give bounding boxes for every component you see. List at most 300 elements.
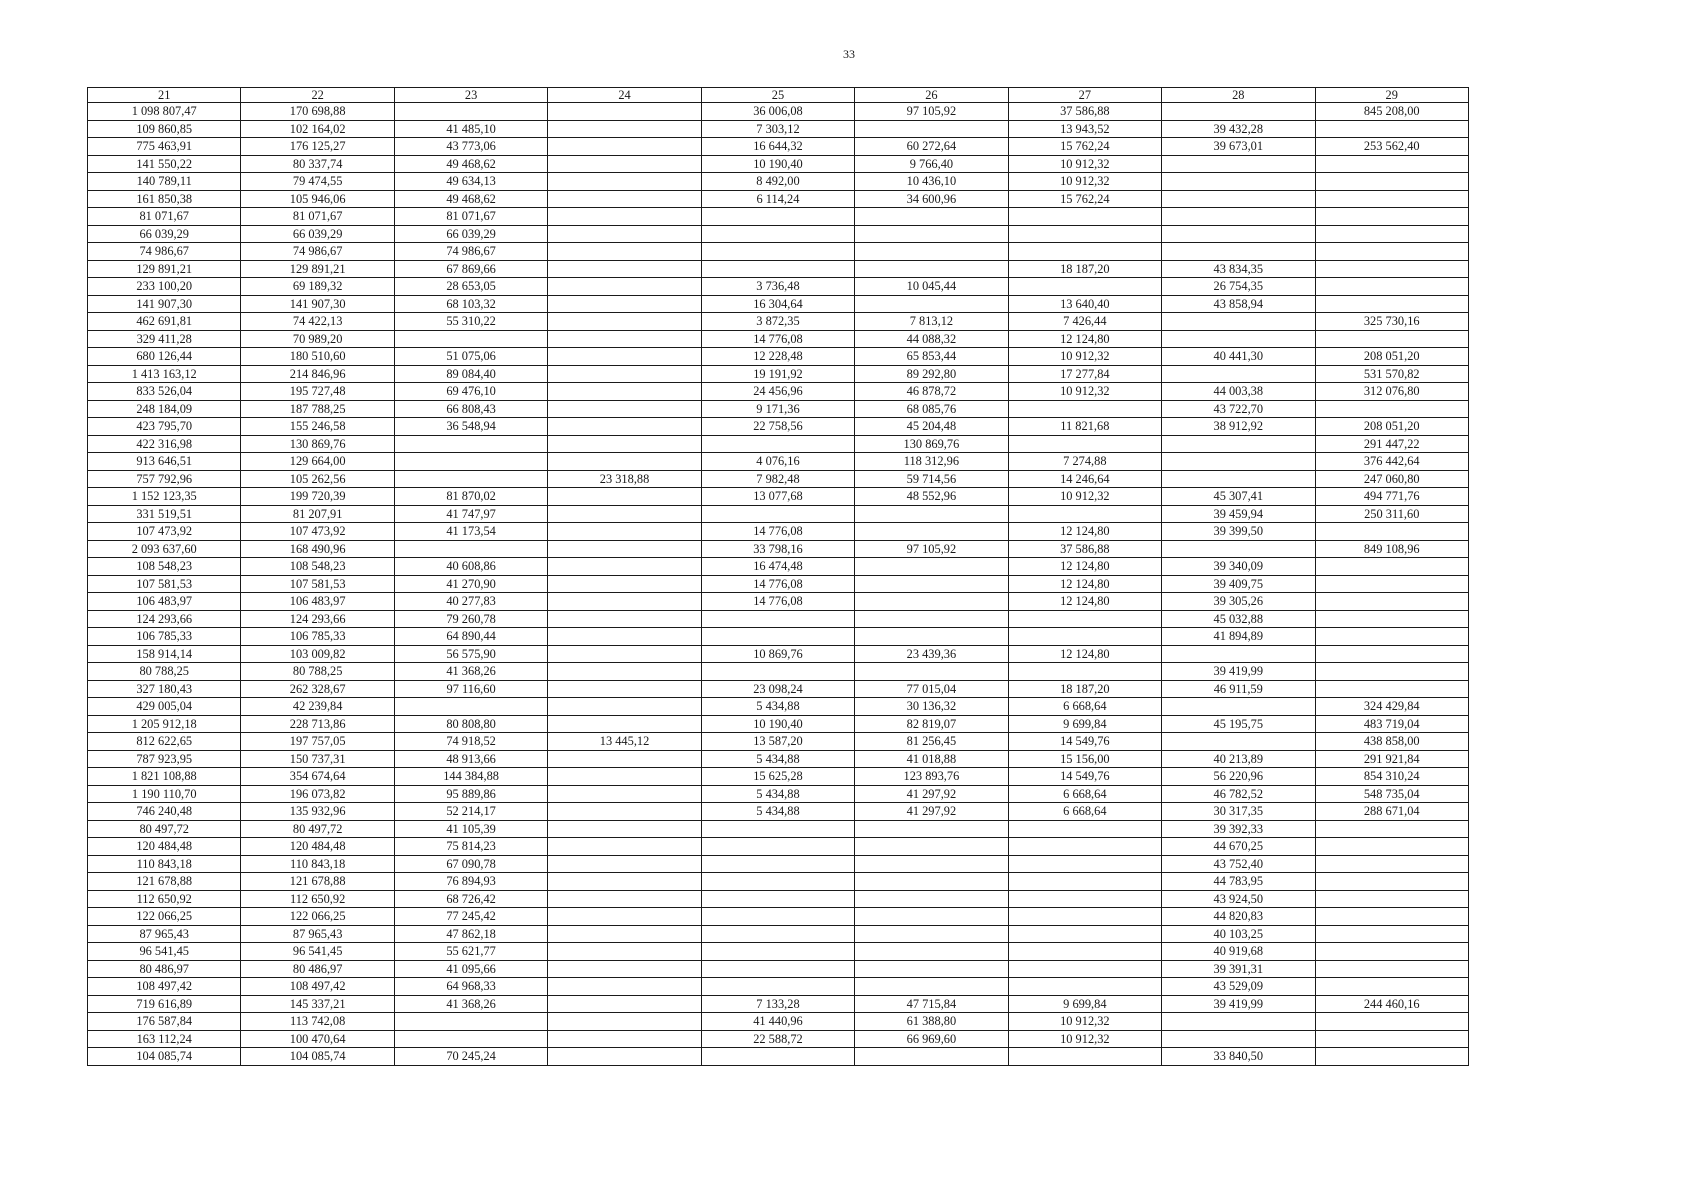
- table-cell: [548, 278, 701, 296]
- table-cell: [548, 873, 701, 891]
- table-cell: 10 912,32: [1008, 1013, 1161, 1031]
- table-cell: 17 277,84: [1008, 365, 1161, 383]
- column-header: 29: [1315, 88, 1469, 103]
- table-cell: [548, 995, 701, 1013]
- table-cell: 8 492,00: [701, 173, 854, 191]
- table-cell: [855, 960, 1008, 978]
- table-cell: 913 646,51: [88, 453, 241, 471]
- table-cell: [701, 943, 854, 961]
- table-cell: [1315, 575, 1469, 593]
- table-cell: 5 434,88: [701, 785, 854, 803]
- table-row: [88, 715, 1469, 733]
- table-cell: [855, 505, 1008, 523]
- table-cell: 106 785,33: [88, 628, 241, 646]
- table-cell: 24 456,96: [701, 383, 854, 401]
- table-cell: 102 164,02: [241, 120, 394, 138]
- table-cell: 41 018,88: [855, 750, 1008, 768]
- table-cell: 494 771,76: [1315, 488, 1469, 506]
- table-cell: [701, 960, 854, 978]
- table-row: [88, 558, 1469, 576]
- table-cell: 30 136,32: [855, 698, 1008, 716]
- table-cell: 176 587,84: [88, 1013, 241, 1031]
- table-cell: [855, 855, 1008, 873]
- table-cell: [1315, 225, 1469, 243]
- table-cell: 36 548,94: [394, 418, 547, 436]
- table-cell: 41 747,97: [394, 505, 547, 523]
- table-cell: [548, 820, 701, 838]
- table-cell: 106 483,97: [241, 593, 394, 611]
- table-cell: 39 432,28: [1162, 120, 1315, 138]
- table-cell: [855, 978, 1008, 996]
- table-cell: [548, 890, 701, 908]
- table-cell: [1008, 855, 1161, 873]
- column-header: 22: [241, 88, 394, 103]
- table-cell: 150 737,31: [241, 750, 394, 768]
- table-cell: [548, 628, 701, 646]
- table-cell: [1315, 855, 1469, 873]
- table-cell: [1162, 208, 1315, 226]
- column-header: 26: [855, 88, 1008, 103]
- page-number: 33: [843, 47, 855, 61]
- table-cell: 12 124,80: [1008, 645, 1161, 663]
- table-cell: [1008, 243, 1161, 261]
- table-cell: 163 112,24: [88, 1030, 241, 1048]
- table-cell: [1162, 313, 1315, 331]
- table-cell: [1162, 1030, 1315, 1048]
- table-cell: 48 913,66: [394, 750, 547, 768]
- table-cell: 438 858,00: [1315, 733, 1469, 751]
- table-cell: 56 220,96: [1162, 768, 1315, 786]
- table-cell: [1008, 278, 1161, 296]
- table-cell: 51 075,06: [394, 348, 547, 366]
- table-cell: 155 246,58: [241, 418, 394, 436]
- table-cell: 14 246,64: [1008, 470, 1161, 488]
- table-body: [88, 103, 1469, 1066]
- table-cell: [548, 575, 701, 593]
- table-cell: 462 691,81: [88, 313, 241, 331]
- table-cell: 1 190 110,70: [88, 785, 241, 803]
- table-cell: [1315, 295, 1469, 313]
- table-cell: 68 103,32: [394, 295, 547, 313]
- table-cell: 81 071,67: [88, 208, 241, 226]
- table-cell: [855, 908, 1008, 926]
- table-cell: 14 549,76: [1008, 768, 1161, 786]
- table-cell: 74 986,67: [88, 243, 241, 261]
- table-row: [88, 628, 1469, 646]
- table-cell: 106 483,97: [88, 593, 241, 611]
- table-cell: 97 105,92: [855, 540, 1008, 558]
- table-cell: [1315, 1013, 1469, 1031]
- table-cell: [1008, 435, 1161, 453]
- table-row: [88, 610, 1469, 628]
- table-cell: [855, 873, 1008, 891]
- table-cell: 77 015,04: [855, 680, 1008, 698]
- table-cell: 76 894,93: [394, 873, 547, 891]
- table-cell: 331 519,51: [88, 505, 241, 523]
- table-cell: 33 798,16: [701, 540, 854, 558]
- table-cell: 14 776,08: [701, 330, 854, 348]
- table-cell: [548, 505, 701, 523]
- table-cell: 18 187,20: [1008, 680, 1161, 698]
- table-row: [88, 873, 1469, 891]
- table-cell: [548, 418, 701, 436]
- table-cell: 40 441,30: [1162, 348, 1315, 366]
- table-cell: [548, 453, 701, 471]
- table-cell: 121 678,88: [88, 873, 241, 891]
- table-cell: 66 039,29: [88, 225, 241, 243]
- table-cell: [1162, 470, 1315, 488]
- table-cell: 23 318,88: [548, 470, 701, 488]
- table-cell: [1162, 173, 1315, 191]
- table-cell: 719 616,89: [88, 995, 241, 1013]
- table-cell: 9 699,84: [1008, 715, 1161, 733]
- table-cell: 47 862,18: [394, 925, 547, 943]
- table-cell: [701, 663, 854, 681]
- table-cell: 13 943,52: [1008, 120, 1161, 138]
- table-cell: 291 921,84: [1315, 750, 1469, 768]
- table-cell: [855, 243, 1008, 261]
- table-row: [88, 208, 1469, 226]
- table-cell: [701, 628, 854, 646]
- table-cell: [1315, 663, 1469, 681]
- table-row: [88, 978, 1469, 996]
- table-cell: 19 191,92: [701, 365, 854, 383]
- table-row: [88, 523, 1469, 541]
- table-cell: 208 051,20: [1315, 418, 1469, 436]
- table-cell: [1315, 260, 1469, 278]
- table-cell: [1162, 698, 1315, 716]
- table-cell: [548, 488, 701, 506]
- table-cell: 5 434,88: [701, 750, 854, 768]
- table-cell: 14 776,08: [701, 575, 854, 593]
- table-cell: [1008, 838, 1161, 856]
- table-cell: 325 730,16: [1315, 313, 1469, 331]
- table-cell: [1315, 908, 1469, 926]
- table-cell: [855, 610, 1008, 628]
- table-cell: 39 419,99: [1162, 995, 1315, 1013]
- table-cell: 144 384,88: [394, 768, 547, 786]
- table-row: [88, 855, 1469, 873]
- table-cell: [548, 348, 701, 366]
- table-cell: 141 550,22: [88, 155, 241, 173]
- table-cell: [548, 365, 701, 383]
- table-cell: [548, 103, 701, 121]
- table-cell: [1315, 1030, 1469, 1048]
- table-cell: [1315, 593, 1469, 611]
- table-cell: [701, 890, 854, 908]
- table-cell: [548, 260, 701, 278]
- table-row: [88, 260, 1469, 278]
- table-cell: 100 470,64: [241, 1030, 394, 1048]
- table-cell: 95 889,86: [394, 785, 547, 803]
- table-cell: 37 586,88: [1008, 540, 1161, 558]
- table-cell: 1 098 807,47: [88, 103, 241, 121]
- table-cell: [548, 645, 701, 663]
- table-cell: [394, 103, 547, 121]
- table-row: [88, 383, 1469, 401]
- table-cell: [1315, 838, 1469, 856]
- table-cell: [855, 558, 1008, 576]
- table-row: [88, 470, 1469, 488]
- table-cell: 80 486,97: [241, 960, 394, 978]
- table-cell: 43 858,94: [1162, 295, 1315, 313]
- table-cell: 33 840,50: [1162, 1048, 1315, 1066]
- table-cell: 44 003,38: [1162, 383, 1315, 401]
- table-row: [88, 243, 1469, 261]
- table-cell: [1008, 908, 1161, 926]
- table-cell: 36 006,08: [701, 103, 854, 121]
- table-cell: 59 714,56: [855, 470, 1008, 488]
- table-cell: [394, 698, 547, 716]
- table-cell: 176 125,27: [241, 138, 394, 156]
- column-header: 25: [701, 88, 854, 103]
- table-cell: [1008, 873, 1161, 891]
- table-cell: [1315, 155, 1469, 173]
- table-cell: [1162, 243, 1315, 261]
- table-cell: 40 213,89: [1162, 750, 1315, 768]
- table-cell: 39 399,50: [1162, 523, 1315, 541]
- table-cell: 118 312,96: [855, 453, 1008, 471]
- table-cell: [855, 820, 1008, 838]
- table-cell: 49 468,62: [394, 190, 547, 208]
- table-cell: 422 316,98: [88, 435, 241, 453]
- table-cell: 105 946,06: [241, 190, 394, 208]
- table-cell: 354 674,64: [241, 768, 394, 786]
- table-cell: [855, 663, 1008, 681]
- table-cell: 130 869,76: [855, 435, 1008, 453]
- table-cell: 787 923,95: [88, 750, 241, 768]
- table-cell: 9 766,40: [855, 155, 1008, 173]
- table-cell: 107 473,92: [88, 523, 241, 541]
- table-cell: [1008, 925, 1161, 943]
- table-cell: [1008, 225, 1161, 243]
- table-cell: 23 098,24: [701, 680, 854, 698]
- table-cell: 104 085,74: [88, 1048, 241, 1066]
- table-cell: [1315, 960, 1469, 978]
- table-cell: 89 084,40: [394, 365, 547, 383]
- table-cell: 10 436,10: [855, 173, 1008, 191]
- table-cell: 107 581,53: [241, 575, 394, 593]
- table-cell: 4 076,16: [701, 453, 854, 471]
- table-cell: 10 912,32: [1008, 348, 1161, 366]
- table-cell: 30 317,35: [1162, 803, 1315, 821]
- table-cell: [548, 190, 701, 208]
- table-cell: 43 773,06: [394, 138, 547, 156]
- table-cell: 13 077,68: [701, 488, 854, 506]
- table-cell: [1008, 960, 1161, 978]
- table-cell: [394, 540, 547, 558]
- table-cell: 6 668,64: [1008, 803, 1161, 821]
- table-cell: 96 541,45: [241, 943, 394, 961]
- table-cell: 10 912,32: [1008, 173, 1161, 191]
- table-cell: [548, 120, 701, 138]
- table-cell: 79 474,55: [241, 173, 394, 191]
- table-cell: 106 785,33: [241, 628, 394, 646]
- table-cell: [855, 925, 1008, 943]
- table-cell: 141 907,30: [241, 295, 394, 313]
- table-row: [88, 943, 1469, 961]
- table-cell: 66 039,29: [241, 225, 394, 243]
- table-cell: 74 986,67: [394, 243, 547, 261]
- table-cell: 18 187,20: [1008, 260, 1161, 278]
- table-cell: [1162, 225, 1315, 243]
- table-cell: 41 894,89: [1162, 628, 1315, 646]
- table-cell: 228 713,86: [241, 715, 394, 733]
- table-cell: 80 788,25: [241, 663, 394, 681]
- table-cell: 12 124,80: [1008, 593, 1161, 611]
- table-cell: [548, 838, 701, 856]
- table-row: [88, 295, 1469, 313]
- table-cell: 233 100,20: [88, 278, 241, 296]
- table-row: [88, 645, 1469, 663]
- table-cell: [855, 208, 1008, 226]
- table-cell: [1162, 155, 1315, 173]
- table-cell: [701, 925, 854, 943]
- table-cell: 61 388,80: [855, 1013, 1008, 1031]
- table-cell: [1008, 400, 1161, 418]
- table-cell: 327 180,43: [88, 680, 241, 698]
- table-cell: [701, 505, 854, 523]
- table-cell: 140 789,11: [88, 173, 241, 191]
- table-row: [88, 750, 1469, 768]
- table-cell: 14 549,76: [1008, 733, 1161, 751]
- table-cell: [701, 978, 854, 996]
- table-cell: [1008, 208, 1161, 226]
- table-cell: 26 754,35: [1162, 278, 1315, 296]
- table-row: [88, 453, 1469, 471]
- table-cell: [701, 260, 854, 278]
- table-cell: [548, 155, 701, 173]
- table-cell: 39 305,26: [1162, 593, 1315, 611]
- table-cell: 145 337,21: [241, 995, 394, 1013]
- table-cell: 46 911,59: [1162, 680, 1315, 698]
- table-row: [88, 103, 1469, 121]
- table-cell: 376 442,64: [1315, 453, 1469, 471]
- table-cell: 80 497,72: [241, 820, 394, 838]
- table-row: [88, 820, 1469, 838]
- table-row: [88, 680, 1469, 698]
- table-cell: 12 124,80: [1008, 558, 1161, 576]
- table-cell: 22 588,72: [701, 1030, 854, 1048]
- table-cell: 170 698,88: [241, 103, 394, 121]
- table-cell: [548, 225, 701, 243]
- table-cell: 5 434,88: [701, 803, 854, 821]
- table-cell: 12 124,80: [1008, 330, 1161, 348]
- table-cell: 80 788,25: [88, 663, 241, 681]
- table-cell: 14 776,08: [701, 523, 854, 541]
- table-cell: 531 570,82: [1315, 365, 1469, 383]
- table-cell: 39 391,31: [1162, 960, 1315, 978]
- table-cell: 28 653,05: [394, 278, 547, 296]
- table-cell: [394, 453, 547, 471]
- table-row: [88, 225, 1469, 243]
- table-cell: [701, 225, 854, 243]
- table-row: [88, 1013, 1469, 1031]
- table-cell: 43 722,70: [1162, 400, 1315, 418]
- table-cell: 103 009,82: [241, 645, 394, 663]
- table-cell: 244 460,16: [1315, 995, 1469, 1013]
- table-cell: [855, 593, 1008, 611]
- table-cell: 10 912,32: [1008, 383, 1161, 401]
- table-cell: [855, 295, 1008, 313]
- table-cell: [1315, 243, 1469, 261]
- table-cell: [548, 925, 701, 943]
- table-cell: 291 447,22: [1315, 435, 1469, 453]
- header-row: [88, 88, 1469, 103]
- table-cell: 41 095,66: [394, 960, 547, 978]
- table-cell: 6 668,64: [1008, 698, 1161, 716]
- table-cell: 42 239,84: [241, 698, 394, 716]
- table-cell: [701, 838, 854, 856]
- table-cell: [1315, 1048, 1469, 1066]
- table-cell: 9 699,84: [1008, 995, 1161, 1013]
- table-cell: 1 152 123,35: [88, 488, 241, 506]
- table-cell: 130 869,76: [241, 435, 394, 453]
- table-cell: 10 190,40: [701, 155, 854, 173]
- table-cell: [548, 540, 701, 558]
- table-cell: 55 621,77: [394, 943, 547, 961]
- table-header: [88, 88, 1469, 103]
- table-cell: 96 541,45: [88, 943, 241, 961]
- table-cell: [548, 593, 701, 611]
- table-cell: [1315, 190, 1469, 208]
- table-cell: 97 116,60: [394, 680, 547, 698]
- table-cell: 112 650,92: [241, 890, 394, 908]
- table-cell: 107 473,92: [241, 523, 394, 541]
- table-cell: 16 304,64: [701, 295, 854, 313]
- table-cell: 161 850,38: [88, 190, 241, 208]
- table-cell: 79 260,78: [394, 610, 547, 628]
- table-row: [88, 575, 1469, 593]
- table-cell: 81 071,67: [394, 208, 547, 226]
- table-cell: 107 581,53: [88, 575, 241, 593]
- table-cell: 81 207,91: [241, 505, 394, 523]
- table-cell: 129 891,21: [88, 260, 241, 278]
- table-cell: [548, 855, 701, 873]
- table-row: [88, 278, 1469, 296]
- table-cell: 288 671,04: [1315, 803, 1469, 821]
- table-cell: 39 673,01: [1162, 138, 1315, 156]
- table-cell: 248 184,09: [88, 400, 241, 418]
- table-cell: [1162, 540, 1315, 558]
- table-cell: 329 411,28: [88, 330, 241, 348]
- table-cell: [548, 680, 701, 698]
- table-cell: 122 066,25: [88, 908, 241, 926]
- table-cell: 6 668,64: [1008, 785, 1161, 803]
- table-cell: [548, 435, 701, 453]
- table-cell: 7 133,28: [701, 995, 854, 1013]
- table-cell: 43 752,40: [1162, 855, 1315, 873]
- table-cell: 180 510,60: [241, 348, 394, 366]
- table-cell: 423 795,70: [88, 418, 241, 436]
- table-cell: 208 051,20: [1315, 348, 1469, 366]
- table-cell: 22 758,56: [701, 418, 854, 436]
- table-cell: 7 274,88: [1008, 453, 1161, 471]
- table-cell: 108 497,42: [241, 978, 394, 996]
- table-cell: 70 245,24: [394, 1048, 547, 1066]
- table-cell: [1162, 453, 1315, 471]
- table-cell: 44 088,32: [855, 330, 1008, 348]
- table-row: [88, 540, 1469, 558]
- table-cell: [548, 295, 701, 313]
- table-cell: 37 586,88: [1008, 103, 1161, 121]
- table-cell: [548, 908, 701, 926]
- table-row: [88, 803, 1469, 821]
- table-cell: [1315, 330, 1469, 348]
- table-cell: [1162, 1013, 1315, 1031]
- table-cell: 1 821 108,88: [88, 768, 241, 786]
- table-cell: 87 965,43: [241, 925, 394, 943]
